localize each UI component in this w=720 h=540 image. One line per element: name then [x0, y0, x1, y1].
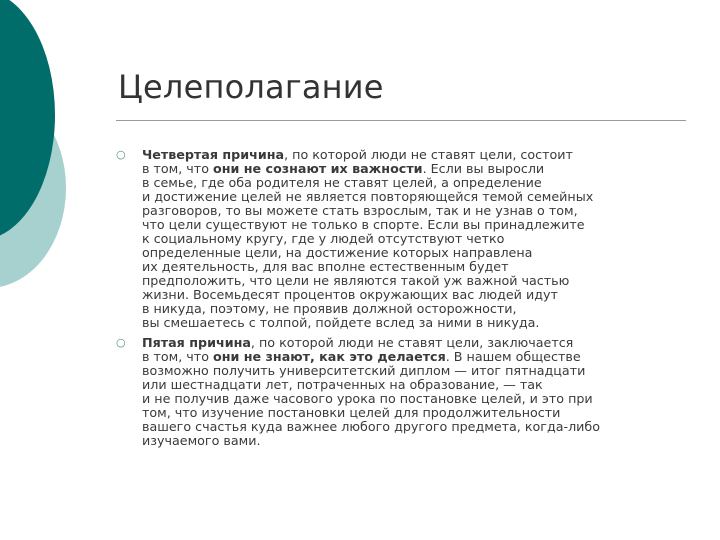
title-divider [116, 120, 686, 121]
text-run: в никуда, поэтому, не проявив должной осторожности, [142, 301, 517, 316]
text-line [142, 392, 676, 406]
text-run: в семье, где оба родителя не ставят целей, а определение [142, 175, 542, 190]
bullet-item-4th-reason [116, 148, 676, 330]
text-run: предположить, что цели не являются такой уж важной частью [142, 273, 570, 288]
text-line [142, 190, 676, 204]
text-run: определенные цели, на достижение которых направлена [142, 245, 533, 260]
text-line [142, 336, 676, 350]
text-run: к социальному кругу, где у людей отсутствуют четко [142, 231, 505, 246]
text-run: в том, что [142, 349, 213, 364]
text-line [142, 434, 676, 448]
text-run: жизни. Восемьдесят процентов окружающих вас людей идут [142, 287, 558, 302]
text-run: в том, что [142, 161, 213, 176]
text-run: том, что изучение постановки целей для продолжительности [142, 405, 561, 420]
text-line [142, 302, 676, 316]
text-line [142, 274, 676, 288]
text-line [142, 218, 676, 232]
bullet-item-5th-reason [116, 336, 676, 448]
text-run: и достижение целей не является повторяющейся темой семейных [142, 189, 594, 204]
text-line [142, 246, 676, 260]
text-run: изучаемого вами. [142, 433, 261, 448]
text-line [142, 406, 676, 420]
decorative-teal-shapes [0, 0, 110, 300]
text-line [142, 288, 676, 302]
text-run: их деятельность, для вас вполне естественным будет [142, 259, 509, 274]
text-line [142, 148, 676, 162]
text-run: разговоров, то вы можете стать взрослым, так и не узнав о том, [142, 203, 578, 218]
text-run: . В нашем обществе [445, 349, 581, 364]
text-run: что цели существуют не только в спорте. Если вы принадлежите [142, 217, 585, 232]
text-line [142, 364, 676, 378]
text-line [142, 316, 676, 330]
bullet-list [116, 148, 676, 448]
hollow-circle-bullet-icon: ○ [116, 148, 126, 161]
text-run: или шестнадцати лет, потраченных на образование, — так [142, 377, 543, 392]
text-line [142, 350, 676, 364]
bullet-text [142, 336, 676, 448]
text-run: . Если вы выросли [422, 161, 545, 176]
text-run: , по которой люди не ставят цели, заключается [250, 335, 574, 350]
text-run: вы смешаетесь с толпой, пойдете вслед за ними в никуда. [142, 315, 540, 330]
text-line [142, 378, 676, 392]
text-run: вашего счастья куда важнее любого другого предмета, когда-либо [142, 419, 601, 434]
text-run: и не получив даже часового урока по постановке целей, и это при [142, 391, 593, 406]
slide-title: Целеполагание [118, 68, 384, 106]
text-line [142, 162, 676, 176]
text-line [142, 176, 676, 190]
text-line [142, 420, 676, 434]
text-run: , по которой люди не ставят цели, состоит [284, 147, 573, 162]
text-line [142, 232, 676, 246]
text-run: возможно получить университетский диплом — итог пятнадцати [142, 363, 586, 378]
text-line [142, 204, 676, 218]
bullet-text [142, 148, 676, 330]
bold-text-run: они не сознают их важности [212, 161, 423, 176]
bold-text-run: Четвертая причина [142, 147, 285, 162]
bold-text-run: Пятая причина [142, 335, 251, 350]
hollow-circle-bullet-icon: ○ [116, 336, 126, 349]
bold-text-run: они не знают, как это делается [212, 349, 446, 364]
text-line [142, 260, 676, 274]
